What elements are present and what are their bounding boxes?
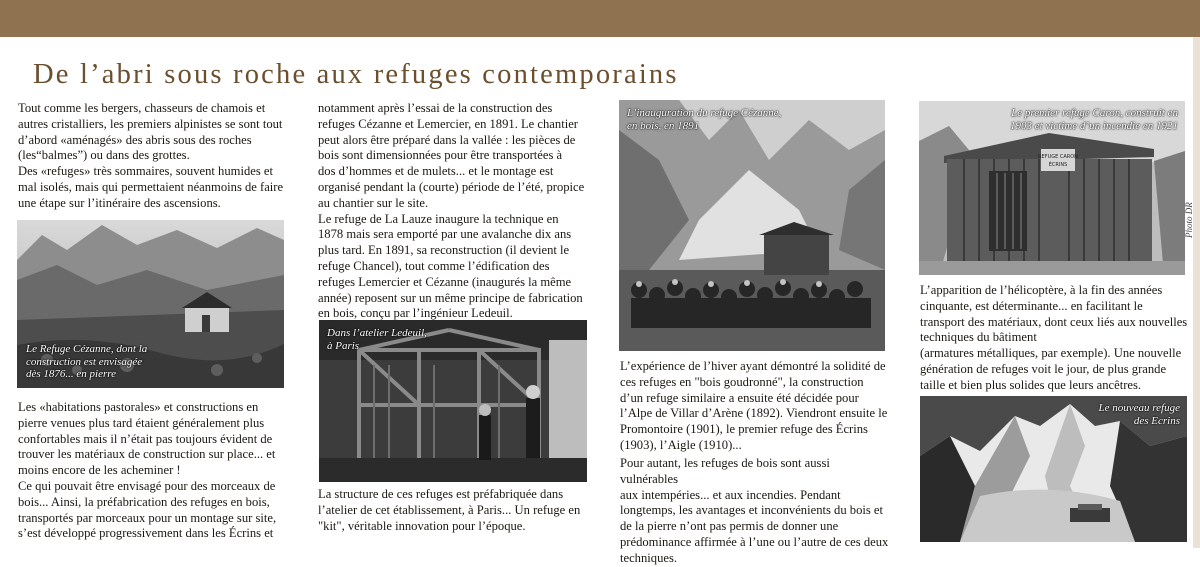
text-line: bois... Ainsi, la préfabrication des refuges en bois, bbox=[18, 494, 270, 509]
sign-line: ÉCRINS bbox=[1048, 162, 1068, 168]
text-line: techniques du bâtiment bbox=[920, 330, 1037, 345]
text-line: de la pierre n’ont pas permis de donner une bbox=[620, 519, 839, 534]
text-line: bois sont dimensionnées pour être transportées à bbox=[318, 148, 563, 163]
text-line: plus tard. En 1891, sa reconstruction (il devient le bbox=[318, 243, 570, 258]
text-line: La structure de ces refuges est préfabriquée dans bbox=[318, 487, 564, 501]
text-line: Ce qui pouvait être envisagé pour des morceaux de bbox=[18, 478, 276, 493]
text-line: une étape sur l’itinéraire des ascensions. bbox=[18, 195, 221, 210]
page-title: De l’abri sous roche aux refuges contemporains bbox=[33, 59, 679, 90]
col3-body-text-1 bbox=[620, 359, 890, 454]
photo-caption-cezanne-stone: Le Refuge Cézanne, dont la construction est envisagée dès 1876... en pierre bbox=[26, 343, 148, 380]
text-line: refuge Chancel), tout comme l’édification des bbox=[318, 258, 550, 273]
text-line: longtemps, les avantages et inconvénients du bois et bbox=[620, 503, 884, 518]
text-line: mal isolés, mais qui permettaient néanmoins de faire bbox=[18, 179, 284, 194]
text-line: aux intempéries... et aux incendies. Pendant bbox=[620, 487, 841, 502]
text-line: L’expérience de l’hiver ayant démontré la solidité de bbox=[620, 359, 886, 373]
text-line: trouver les matériaux de construction sur place... et bbox=[18, 447, 276, 462]
text-line: L’apparition de l’hélicoptère, à la fin des années bbox=[920, 283, 1163, 297]
text-line: Les «habitations pastorales» et constructions en bbox=[18, 400, 259, 414]
text-line: ces refuges en "bois goudronné", la construction bbox=[620, 374, 864, 389]
text-line: au chantier sur le site. bbox=[318, 195, 429, 210]
text-line: s’est développé progressivement dans les Écrins et bbox=[18, 526, 274, 541]
text-line: prédominance affirmée à l’une ou l’autre de ces deux bbox=[620, 534, 889, 549]
col3-body-text-2 bbox=[620, 456, 890, 567]
text-line: refuges Cézanne et Lemercier, en 1891. Le chantier bbox=[318, 116, 578, 131]
text-line: Promontoire (1901), le premier refuge des Écrins bbox=[620, 422, 868, 437]
text-line: d’abord «aménagés» des abris sous des roches bbox=[18, 132, 252, 147]
top-color-band bbox=[0, 0, 1200, 37]
photo-credit: Photo DR bbox=[1184, 202, 1194, 238]
text-line: l’Alpe de Villar d’Arène (1892). Viendront ensuite le bbox=[620, 406, 888, 421]
text-line: Tout comme les bergers, chasseurs de chamois et bbox=[18, 101, 266, 115]
text-line: pierre venues plus tard étaient généralement plus bbox=[18, 415, 265, 430]
page-edge bbox=[1193, 37, 1200, 548]
text-line: dos d’hommes et de mulets... et le montage est bbox=[318, 164, 554, 179]
text-line: génération de refuges voit le jour, de plus grande bbox=[920, 361, 1167, 376]
text-line: refuges Lemercier et Cézanne (inaugurés la même bbox=[318, 274, 572, 289]
text-line: techniques. bbox=[620, 550, 678, 565]
text-line: autres cristalliers, les premiers alpinistes se sont tout bbox=[18, 116, 283, 131]
text-line: Des «refuges» très sommaires, souvent humides et bbox=[18, 164, 273, 179]
text-line: en bois, conçu par l’ingénieur Ledeuil. bbox=[318, 306, 513, 321]
text-line: année) reposent sur un même principe de fabrication bbox=[318, 290, 583, 305]
sign-line: REFUGE CARON bbox=[1038, 154, 1078, 160]
text-line: "kit", véritable innovation pour l’époque. bbox=[318, 518, 526, 533]
text-line: (1903), l’Aigle (1910)... bbox=[620, 437, 742, 452]
text-line: confortables mais il n’était pas toujours évident de bbox=[18, 431, 273, 446]
text-line: d’un refuge similaire a ensuite été décidée pour bbox=[620, 390, 859, 405]
photo-caption-inauguration: L’inauguration du refuge Cézanne, en bois, en 1891 bbox=[627, 107, 782, 132]
photo-caption-nouveau-refuge: Le nouveau refuge des Ecrins bbox=[1098, 402, 1180, 427]
text-line: transport des matériaux, dont ceux liés aux nouvelles bbox=[920, 314, 1188, 329]
photo-caption-atelier: Dans l’atelier Ledeuil, à Paris bbox=[327, 327, 427, 352]
text-line: Le refuge de La Lauze inaugure la technique en bbox=[318, 211, 559, 226]
col1-intro-text bbox=[18, 101, 288, 212]
col1-body-text bbox=[18, 400, 288, 542]
col4-body-text bbox=[920, 283, 1190, 394]
text-line: transportés par morceaux pour un montage sur site, bbox=[18, 510, 277, 525]
col2-caption-text bbox=[318, 487, 590, 534]
col2-body-text bbox=[318, 101, 590, 322]
text-line: (les“balmes”) ou dans des grottes. bbox=[18, 148, 190, 163]
text-line: (armatures métalliques, par exemple). Une nouvelle bbox=[920, 346, 1182, 361]
text-line: cinquante, est déterminante... en facilitant le bbox=[920, 298, 1143, 313]
text-line: Pour autant, les refuges de bois sont aussi vulnérables bbox=[620, 456, 830, 486]
text-line: notamment après l’essai de la construction des bbox=[318, 101, 553, 115]
text-line: l’atelier de cet établissement, à Paris... Un refuge en bbox=[318, 502, 581, 517]
text-line: 1878 mais sera emporté par une avalanche dix ans bbox=[318, 227, 572, 242]
text-line: organisé pendant la (courte) période de l’été, propice bbox=[318, 179, 585, 194]
text-line: peut alors être préparé dans la vallée : les pièces de bbox=[318, 132, 576, 147]
text-line: moins encore de les acheminer ! bbox=[18, 463, 181, 478]
photo-caption-caron: Le premier refuge Caron, construit en 1903 et victime d’un incendie en 1921 bbox=[1009, 107, 1178, 132]
text-line: taille et bien plus solides que leurs ancêtres. bbox=[920, 377, 1142, 392]
photo-inauguration-cezanne bbox=[619, 100, 885, 351]
